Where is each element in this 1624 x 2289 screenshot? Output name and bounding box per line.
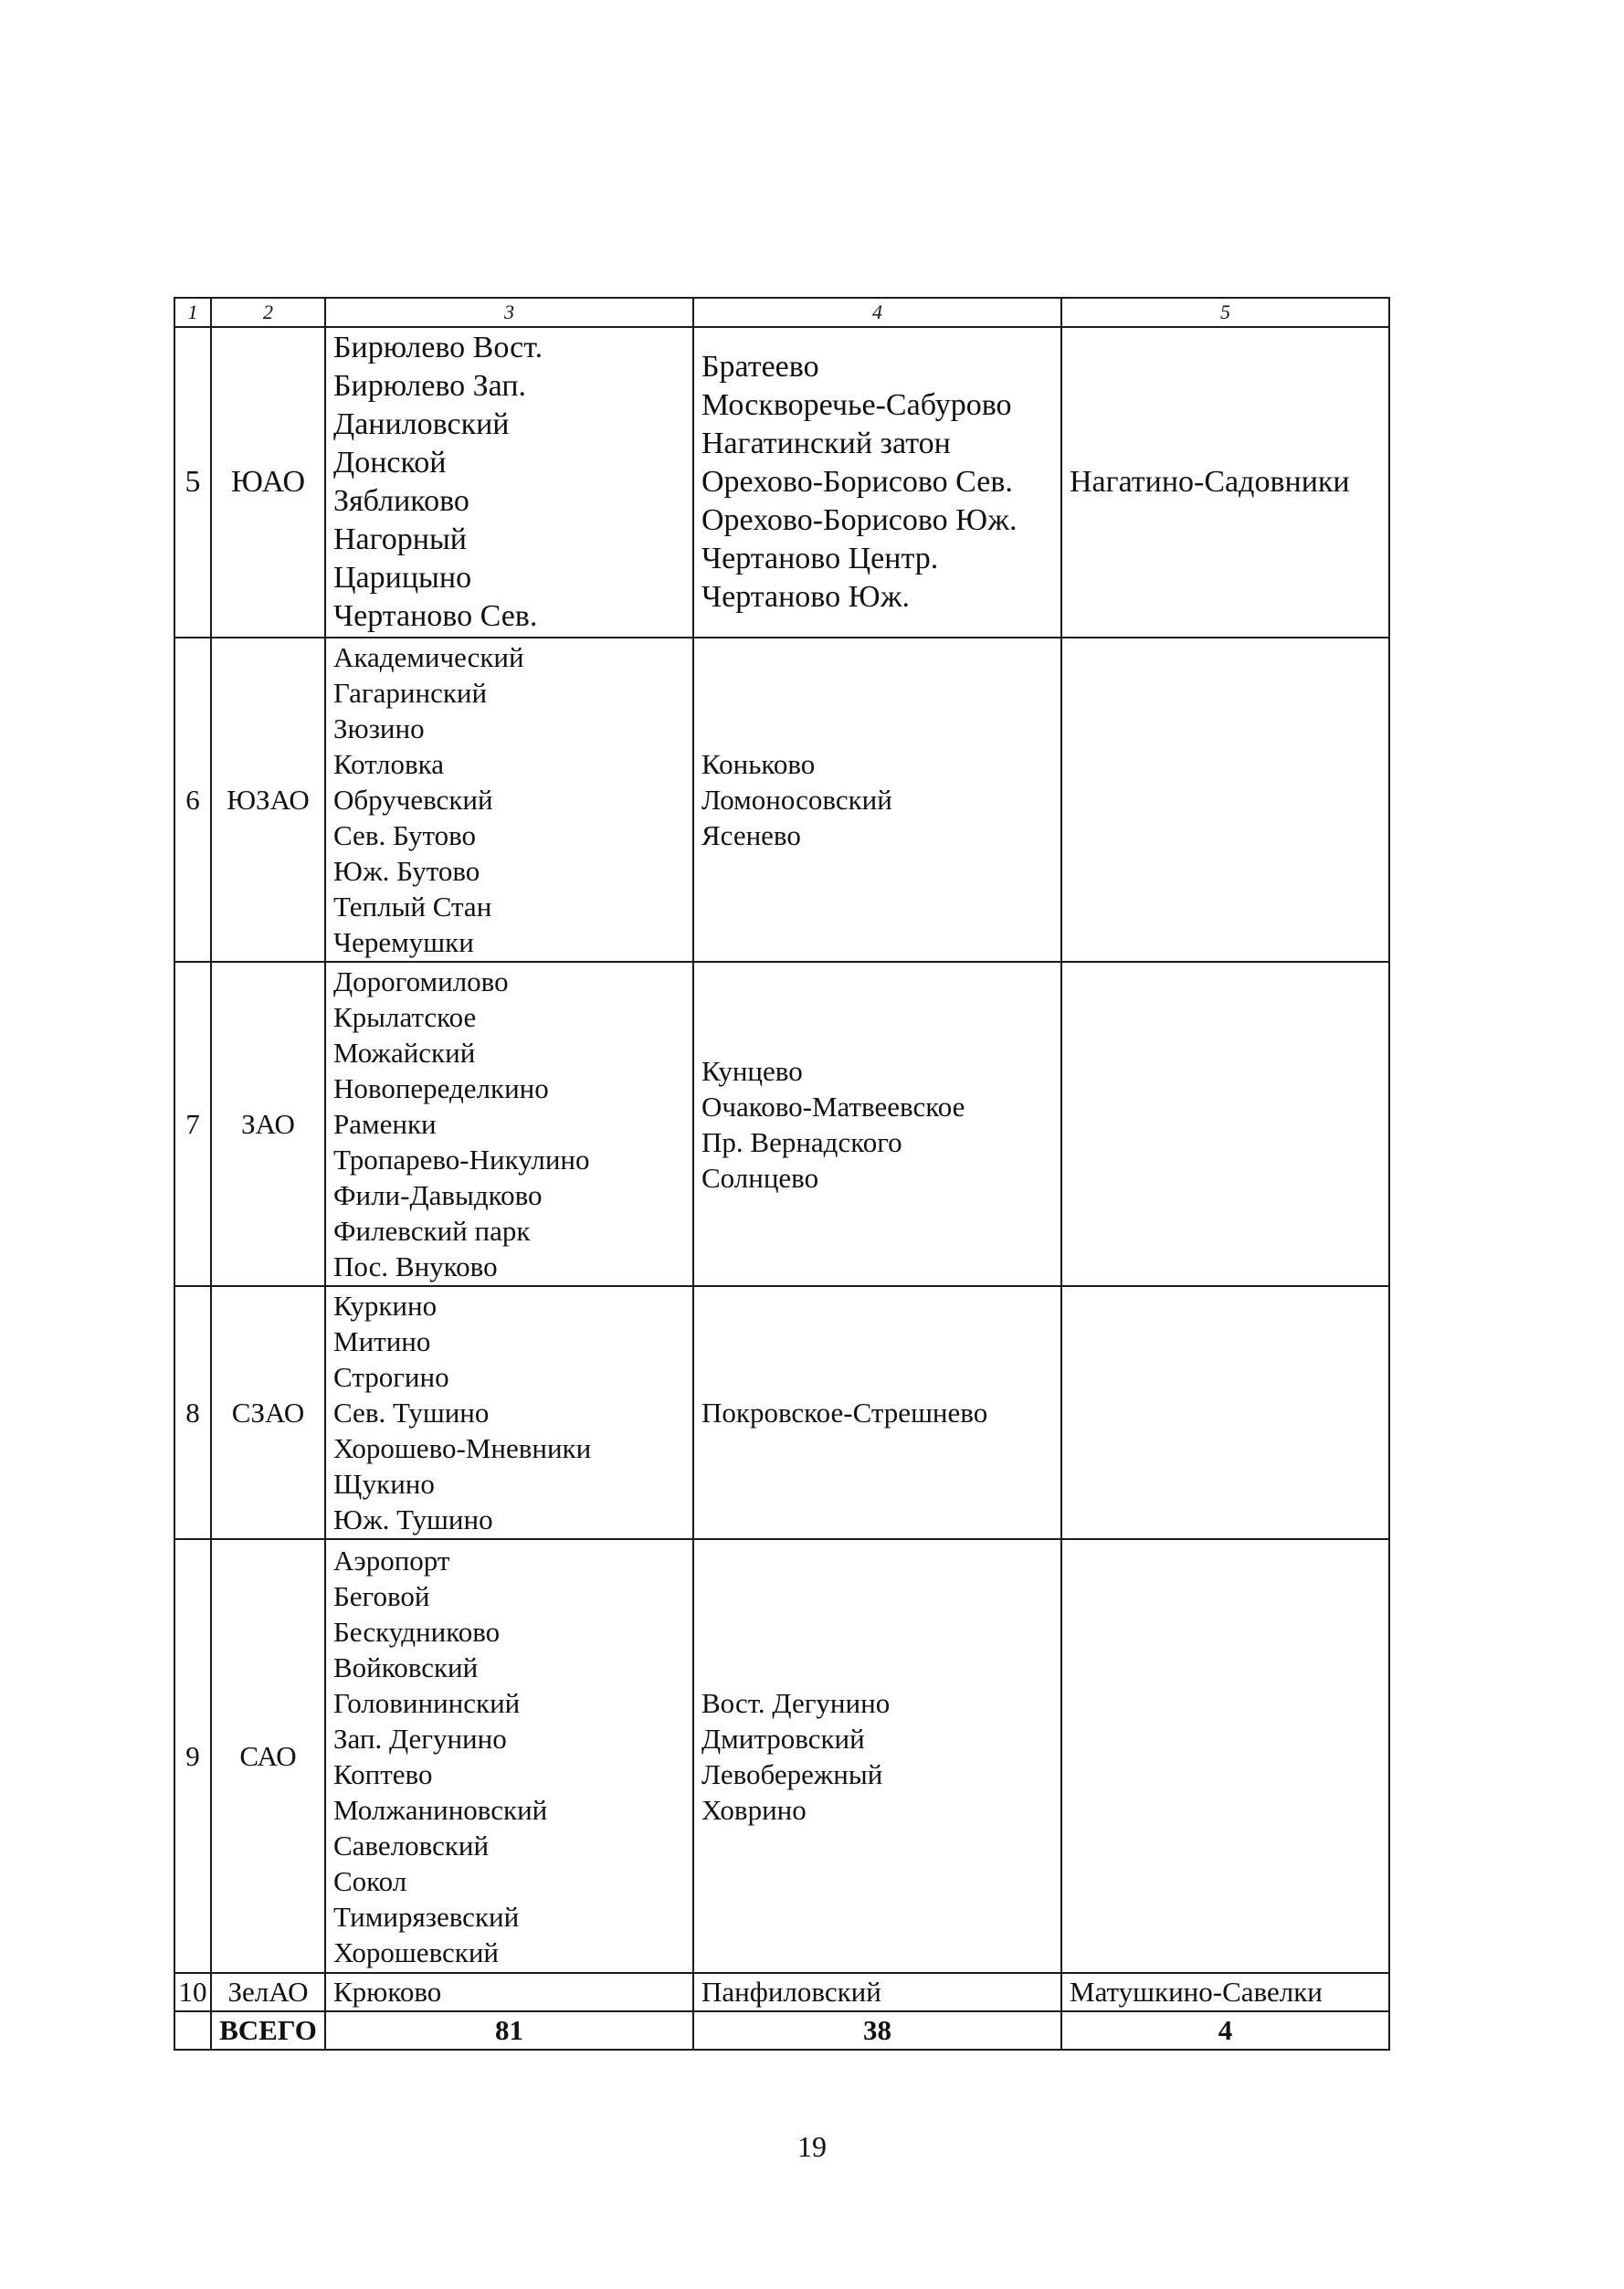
list-item: Савеловский <box>333 1829 490 1862</box>
list-item: Беговой <box>333 1579 430 1612</box>
list-item: Аэропорт <box>333 1544 450 1577</box>
header-cell: 3 <box>325 298 693 327</box>
districts-col3 <box>325 962 693 1286</box>
table-row <box>174 962 1389 1286</box>
list-item: Крылатское <box>333 1001 477 1033</box>
districts-col3 <box>325 1286 693 1539</box>
list-item: Даниловский <box>333 407 510 441</box>
districts-col4 <box>693 962 1061 1286</box>
total-row <box>174 2011 1389 2050</box>
districts-col5 <box>1061 638 1389 962</box>
total-empty-cell <box>174 2011 211 2050</box>
list-item: Дорогомилово <box>333 965 509 997</box>
list-item: Братеево <box>701 350 819 384</box>
list-item: Теплый Стан <box>333 891 492 923</box>
list-item: Юж. Тушино <box>333 1503 493 1535</box>
list-item: Ломоносовский <box>701 784 892 816</box>
districts-col3 <box>325 327 693 638</box>
list-item: Царицыно <box>333 561 472 595</box>
list-item: Сев. Бутово <box>333 819 477 851</box>
table-row <box>174 638 1389 962</box>
okrug-name: ЮАО <box>211 327 325 638</box>
header-cell: 4 <box>693 298 1061 327</box>
list-item: Сокол <box>333 1864 407 1897</box>
list-item: Хорошево-Мневники <box>333 1432 592 1464</box>
districts-col3 <box>325 1973 693 2011</box>
okrug-name: САО <box>211 1539 325 1973</box>
list-item: Юж. Бутово <box>333 855 480 887</box>
okrug-name: ЗАО <box>211 962 325 1286</box>
list-item: Очаково-Матвеевское <box>701 1090 965 1123</box>
list-item: Войковский <box>333 1651 479 1683</box>
list-item: Филевский парк <box>333 1215 531 1247</box>
page-number: 19 <box>797 2130 827 2163</box>
list-item: Щукино <box>333 1468 435 1500</box>
list-item: Тимирязевский <box>333 1900 520 1933</box>
districts-col5 <box>1061 962 1389 1286</box>
total-col4: 38 <box>693 2011 1061 2050</box>
list-item: Хорошевский <box>333 1936 500 1968</box>
districts-col4 <box>693 638 1061 962</box>
list-item: Бескудниково <box>333 1615 501 1648</box>
list-item: Раменки <box>333 1108 437 1140</box>
list-item: Крюково <box>333 1976 442 2008</box>
table-row <box>174 1973 1389 2011</box>
districts-col5 <box>1061 1539 1389 1973</box>
districts-col3 <box>325 638 693 962</box>
list-item: Черемушки <box>333 926 474 958</box>
list-item: Чертаново Сев. <box>333 599 538 633</box>
list-item: Гагаринский <box>333 677 488 709</box>
list-item: Чертаново Центр. <box>701 542 939 575</box>
districts-col4 <box>693 1539 1061 1973</box>
list-item: Тропарево-Никулино <box>333 1144 590 1176</box>
row-number: 9 <box>174 1539 211 1973</box>
row-number: 6 <box>174 638 211 962</box>
okrug-name: ЗелАО <box>211 1973 325 2011</box>
list-item: Орехово-Борисово Сев. <box>701 465 1013 499</box>
districts-table <box>174 297 1390 2051</box>
total-col3: 81 <box>325 2011 693 2050</box>
row-number: 8 <box>174 1286 211 1539</box>
list-item: Сев. Тушино <box>333 1397 490 1429</box>
list-item: Пос. Внуково <box>333 1250 498 1282</box>
header-row <box>174 298 1389 327</box>
header-cell: 2 <box>211 298 325 327</box>
list-item: Академический <box>333 641 524 673</box>
list-item: Куркино <box>333 1290 438 1322</box>
list-item: Нагатинский затон <box>701 427 951 460</box>
list-item: Панфиловский <box>701 1976 881 2008</box>
list-item: Москворечье-Сабурово <box>701 388 1012 422</box>
table-row <box>174 327 1389 638</box>
list-item: Покровское-Стрешнево <box>701 1397 988 1429</box>
list-item: Вост. Дегунино <box>701 1686 891 1719</box>
list-item: Молжаниновский <box>333 1793 548 1826</box>
row-number: 7 <box>174 962 211 1286</box>
list-item: Строгино <box>333 1361 449 1393</box>
districts-col3 <box>325 1539 693 1973</box>
okrug-name: СЗАО <box>211 1286 325 1539</box>
row-number: 5 <box>174 327 211 638</box>
list-item: Донской <box>333 446 447 480</box>
list-item: Левобережный <box>701 1757 883 1790</box>
list-item: Солнцево <box>701 1161 819 1194</box>
row-number: 10 <box>174 1973 211 2011</box>
list-item: Фили-Давыдково <box>333 1179 543 1211</box>
list-item: Зюзино <box>333 712 425 744</box>
table-row <box>174 1539 1389 1973</box>
list-item: Можайский <box>333 1037 476 1069</box>
list-item: Нагорный <box>333 522 467 556</box>
list-item: Дмитровский <box>701 1722 865 1755</box>
list-item: Кунцево <box>701 1054 803 1087</box>
districts-col4 <box>693 327 1061 638</box>
table-row <box>174 1286 1389 1539</box>
header-cell: 5 <box>1061 298 1389 327</box>
list-item: Головининский <box>333 1686 521 1719</box>
list-item: Орехово-Борисово Юж. <box>701 503 1018 537</box>
list-item: Чертаново Юж. <box>701 580 910 614</box>
districts-col4 <box>693 1973 1061 2011</box>
districts-col4 <box>693 1286 1061 1539</box>
list-item: Ховрино <box>701 1793 807 1826</box>
total-label: ВСЕГО <box>211 2011 325 2050</box>
list-item: Зап. Дегунино <box>333 1722 507 1755</box>
list-item: Коптево <box>333 1757 433 1790</box>
list-item: Обручевский <box>333 784 493 816</box>
list-item: Котловка <box>333 748 444 780</box>
districts-col5 <box>1061 1973 1389 2011</box>
okrug-name: ЮЗАО <box>211 638 325 962</box>
list-item: Новопеределкино <box>333 1072 549 1104</box>
list-item: Бирюлево Вост. <box>333 331 543 364</box>
list-item: Матушкино-Савелки <box>1070 1976 1323 2008</box>
list-item: Митино <box>333 1325 431 1357</box>
list-item: Ясенево <box>701 819 801 851</box>
list-item: Нагатино-Садовники <box>1070 465 1350 499</box>
total-col5: 4 <box>1061 2011 1389 2050</box>
header-cell: 1 <box>174 298 211 327</box>
list-item: Зябликово <box>333 484 469 518</box>
list-item: Пр. Вернадского <box>701 1125 902 1158</box>
list-item: Бирюлево Зап. <box>333 369 527 403</box>
districts-col5 <box>1061 1286 1389 1539</box>
list-item: Коньково <box>701 748 816 780</box>
districts-col5 <box>1061 327 1389 638</box>
